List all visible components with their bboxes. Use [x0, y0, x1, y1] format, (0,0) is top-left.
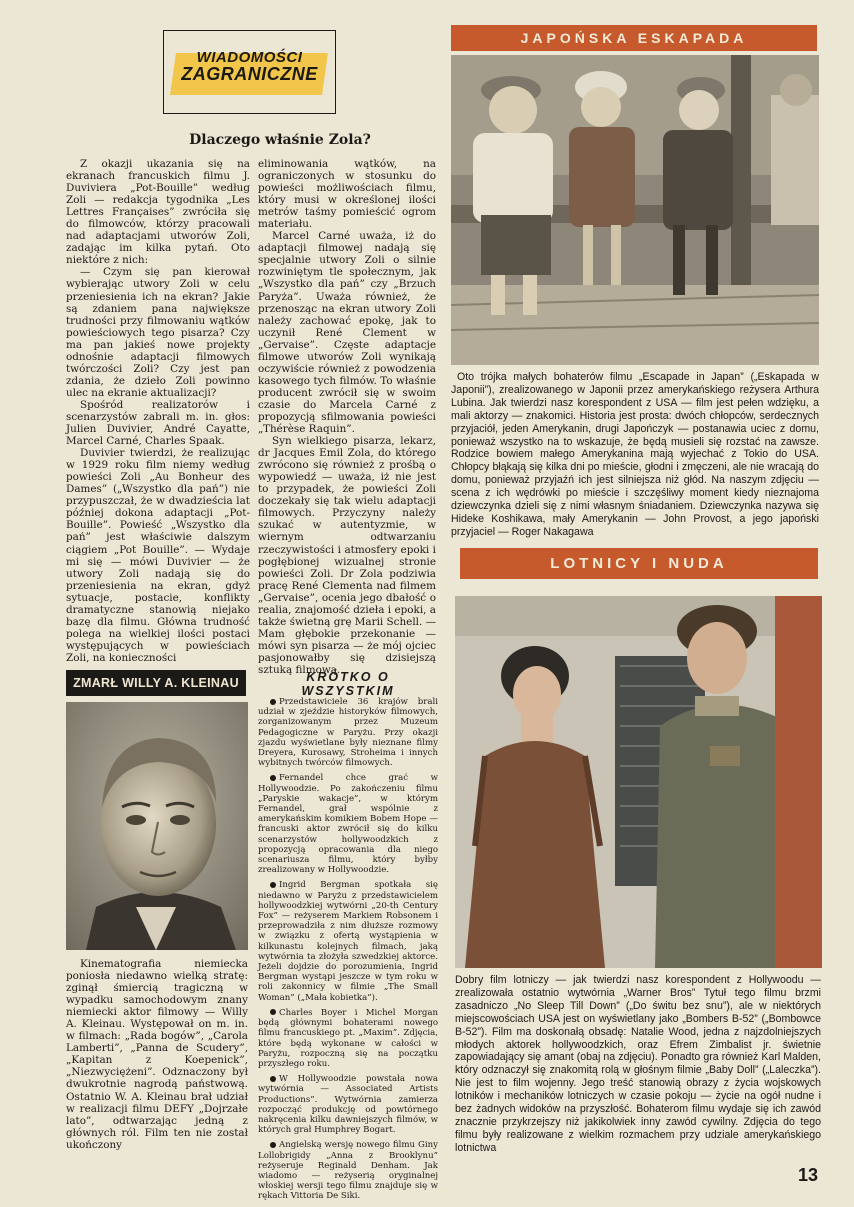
- zola-col1-p2: — Czym się pan kierował wybierając utwory Zoli w celu przeniesienia ich na ekran? Jakie są zdaniem pana największe trudności przy filmowaniu wątków powieściowych tego pisarza? Czy ma pan jakieś nowe projekty odnośnie adaptacji filmowych twórczości Zoli? Czy jest pan zdania, że dzieło Zoli powinno ulec na ekranie aktualizacji?: [66, 266, 250, 399]
- krotko-item: Fernandel chce grać w Hollywoodzie. Po zakończeniu filmu „Paryskie wakacje”, w którym Fernandel, grał wspólnie z amerykańskim komikiem Bobem Hope — francuski aktor zwrócił się do kilku scenarzystów hollywoodzkich z propozycją opracowania dla niego scenariusza filmu, który byłby zrealizowany w Hollywoodzie.: [258, 773, 438, 876]
- zola-col1-p1: Z okazji ukazania się na ekranach francuskich filmu J. Duviviera „Pot-Bouille” według Zoli — redakcja tygodnika „Les Lettres Françaises” zwróciła się do filmowców, którzy pracowali nad adaptacjami utworów Zoli, zadając im kilka pytań. Oto niektóre z nich:: [66, 158, 250, 267]
- kleinau-text: Kinematografia niemiecka poniosła niedawno wielką stratę: zginął śmiercią tragiczną w wypadku samochodowym znany niemiecki aktor filmowy — Willy A. Kleinau. Występował on m. in. w filmach: „Rada bogów”, „Carola Lamberti”, „Panna de Scudery”, „Kapitan z Koepenick”, „Niezwyciężeni”. Odznaczony był dwukrotnie nagrodą państwową. Ostatnio W. A. Kleinau brał udział w realizacji filmu DEFY „Dojrzałe lato”, odtwarzając jedną z głównych ról. Film ten nie został ukończony: [66, 958, 248, 1151]
- zola-col2-p1: eliminowania wątków, na ograniczonych w stosunku do powieści możliwościach filmu, który musi w określonej ilości metrów taśmy pomieścić ogrom materiału.: [258, 158, 436, 231]
- section-logo: [163, 30, 336, 114]
- zola-column-2: [258, 158, 436, 676]
- lotnicy-caption: Dobry film lotniczy — jak twierdzi nasz korespondent z Hollywoodu — zrealizowała ostatnio wytwórnia „Warner Bros” Tytuł tego filmu brzmi zasadniczo „No Sleep Till Down” („Do świtu bez snu”), ale w niektórych miejscowościach USA jest on wyświetlany jako „Bombers B-52” („Bombowce B-52”). Film ma doskonałą obsadę: Natalie Wood, jedna z najzdolniejszych młodych aktorek hollywoodzkich, oraz Efrem Zimbalist jr. świetnie zapowiadający się amant (obaj na zdjęciu). Ponadto gra również Karl Malden, który odznaczył się znakomitą rolą w głośnym filmie „Baby Doll” („Laleczka”). Nie jest to film wojenny. Jego treść stanowią obrazy z życia wojskowych lotników i mechaników lotniczych w czasie pokoju — życie na ogół nudne i bez żadnych widoków na przyszłość. Bohaterom filmu wydaje się ich zawód znacznie przykrzejszy niż jakikolwiek inny zawód cywilny. Zdjęcia do tego filmu były realizowane z wielkim rozmachem przy udziale amerykańskiego lotnictwa: [455, 974, 821, 1154]
- zola-col1-p3: Spośród realizatorów i scenarzystów zabrali m. in. głos: Julien Duvivier, André Cayatte, Marcel Carné, Charles Spaak.: [66, 398, 250, 448]
- krotko-item: Ingrid Bergman spotkała się niedawno w Paryżu z przedstawicielem hollywoodzkiej wytwórni „20-th Century Fox” — reżyserem Markiem Robsonem i przeprowadziła z nim dłuższe rozmowy w związku z ofertą wystąpienia w kilkunastu kolejnych filmach, jaką wytwórnia ta złożyła szwedzkiej aktorce. Jeżeli dojdzie do porozumienia, Ingrid Bergman wystąpi jeszcze w tym roku w roli zakonnicy w filmie „The Small Woman” („Mała kobietka”).: [258, 880, 438, 1003]
- lotnicy-title: LOTNICY I NUDA: [550, 555, 728, 572]
- kleinau-photo: [66, 702, 248, 950]
- lotnicy-header: [460, 548, 818, 579]
- page-number: 13: [798, 1165, 819, 1185]
- krotko-item: W Hollywoodzie powstała nowa wytwórnia — Associated Artists Productions”. Wytwórnia zamierza rozpocząć produkcję od powtórnego nakręcenia kilku dawniejszych filmów, w których grał Humphrey Bogart.: [258, 1074, 438, 1136]
- krotko-item: Przedstawiciele 36 krajów brali udział w zjeździe historyków filmowych, zorganizowanym przez Muzeum Pedagogiczne w Paryżu. Przy okazji zjazdu wyświetlane były nieznane filmy Dreyera, Kurosawy, Stroheima i innych wybitnych twórców filmowych.: [258, 697, 438, 769]
- kleinau-title: ZMARŁ WILLY A. KLEINAU: [73, 676, 239, 690]
- zola-col1-p4: Duvivier twierdzi, że realizując w 1929 roku film niemy według powieści Zoli „Au Bonheur des Dames” („Wszystko dla pań”) nie przypuszczał, że w dwadzieścia lat później dokona adaptacji „Pot-Bouille”. Powieść „Wszystko dla pań” jest właściwie dalszym ciągiem „Pot Bouille”. — Wydaje mi się — mówi Duvivier — że utwory Zoli nadają się do przeniesienia na ekran, gdyż sytuacje, postacie, konflikty dramatyczne stanowią niejako bazę dla filmu. Główna trudność polega na wielkiej ilości postaci występujących w powieściach Zoli, na konieczności: [66, 447, 250, 664]
- zola-title: Dlaczego właśnie Zola?: [189, 132, 371, 148]
- kleinau-title-box: [66, 670, 246, 696]
- section-logo-line1: WIADOMOŚCI: [196, 49, 303, 66]
- krotko-list: [258, 697, 438, 1207]
- lotnicy-photo: [455, 596, 822, 968]
- japonska-caption: Oto trójka małych bohaterów filmu „Escapade in Japan” („Eskapada w Japonii”), zrealizowanego w Japonii przez amerykańskiego reżysera Arthura Lubina. Jak twierdzi nasz korespondent z USA — film jest pełen wdzięku, a mali aktorzy — znakomici. Historia jest prosta: dwóch chłopców, serdecznych przyjaciół, jeden Amerykanin, drugi Japończyk — postanawia uciec z domu, ponieważ wszystko na to wskazuje, że będą musieli się rozstać na zawsze. Rodzice bowiem małego Amerykanina mają wyjechać z Tokio do USA. Chłopcy błąkają się kilka dni po mieście, głodni i zmęczeni, ale nie wracają do domu, ponieważ przyjaźń ich jest silniejsza niż głód. Na naszym zdjęciu — scena z ich wędrówki po mieście i szczęśliwy moment kiedy nieznajoma dziewczynka dzieli się z nimi własnym śniadaniem. Dziewczynka nazywa się Hideke Koshikawa, mały Amerykanin — John Provost, a jego japoński przyjaciel — Roger Nakagawa: [451, 371, 819, 538]
- japonska-title: JAPOŃSKA ESKAPADA: [520, 30, 748, 46]
- zola-col2-p3: Syn wielkiego pisarza, lekarz, dr Jacques Emil Zola, do którego zwrócono się również z prośbą o wypowiedź — uważa, iż nie jest to przypadek, że powieści Zoli doczekały się tak wielu adaptacji filmowych. Przyczyny należy szukać w autentyzmie, w wiernym odtwarzaniu rzeczywistości i atmosfery epoki i pogłębionej wizualnej stronie powieści Zoli. Dr Zola podziwia pracę René Clementa nad filmem „Gervaise”, ocenia jego dbałość o realia, znajomość dzieła i epoki, a także świetną grę Marii Schell. — Mam głębokie przekonanie — mówi syn pisarza — że mój ojciec pasjonowałby się dzisiejszą sztuką filmową.: [258, 435, 436, 676]
- krotko-item: Charles Boyer i Michel Morgan będą głównymi bohaterami nowego filmu francuskiego pt. „Maxim”. Zdjęcia, które będą wykonane w całości w Paryżu, rozpoczną się na początku przyszłego roku.: [258, 1007, 438, 1069]
- japonska-header: [451, 25, 817, 51]
- section-logo-line2: ZAGRANICZNE: [181, 64, 318, 84]
- zola-column-1: [66, 158, 250, 664]
- krotko-item: Angielską wersję nowego filmu Giny Lollobrigidy „Anna z Brooklynu” reżyseruje Reginald Denham. Jak wiadomo — reżyserią oryginalnej włoskiej wersji tego filmu znajduje się w rękach Vittoria De Siki.: [258, 1140, 438, 1202]
- zola-col2-p2: Marcel Carné uważa, iż do adaptacji filmowej nadają się specjalnie utwory Zoli o silnie rozwiniętym tle społecznym, jak „Wszystko dla pań” czy „Brzuch Paryża”. Uważa również, że przenosząc na ekran utwory Zoli należy zachować epokę, jak to uczynił René Clement w „Gervaise”. Częste adaptacje filmowe utworów Zoli wynikają oczywiście również z powodzenia kasowego tych filmów. To właśnie producent zwrócił się w swoim czasie do Marcela Carné z propozycją sfilmowania powieści „Thérèse Raquin”.: [258, 230, 436, 436]
- japonska-photo: [451, 55, 819, 365]
- krotko-title: KRÓTKO O WSZYSTKIM: [301, 670, 395, 698]
